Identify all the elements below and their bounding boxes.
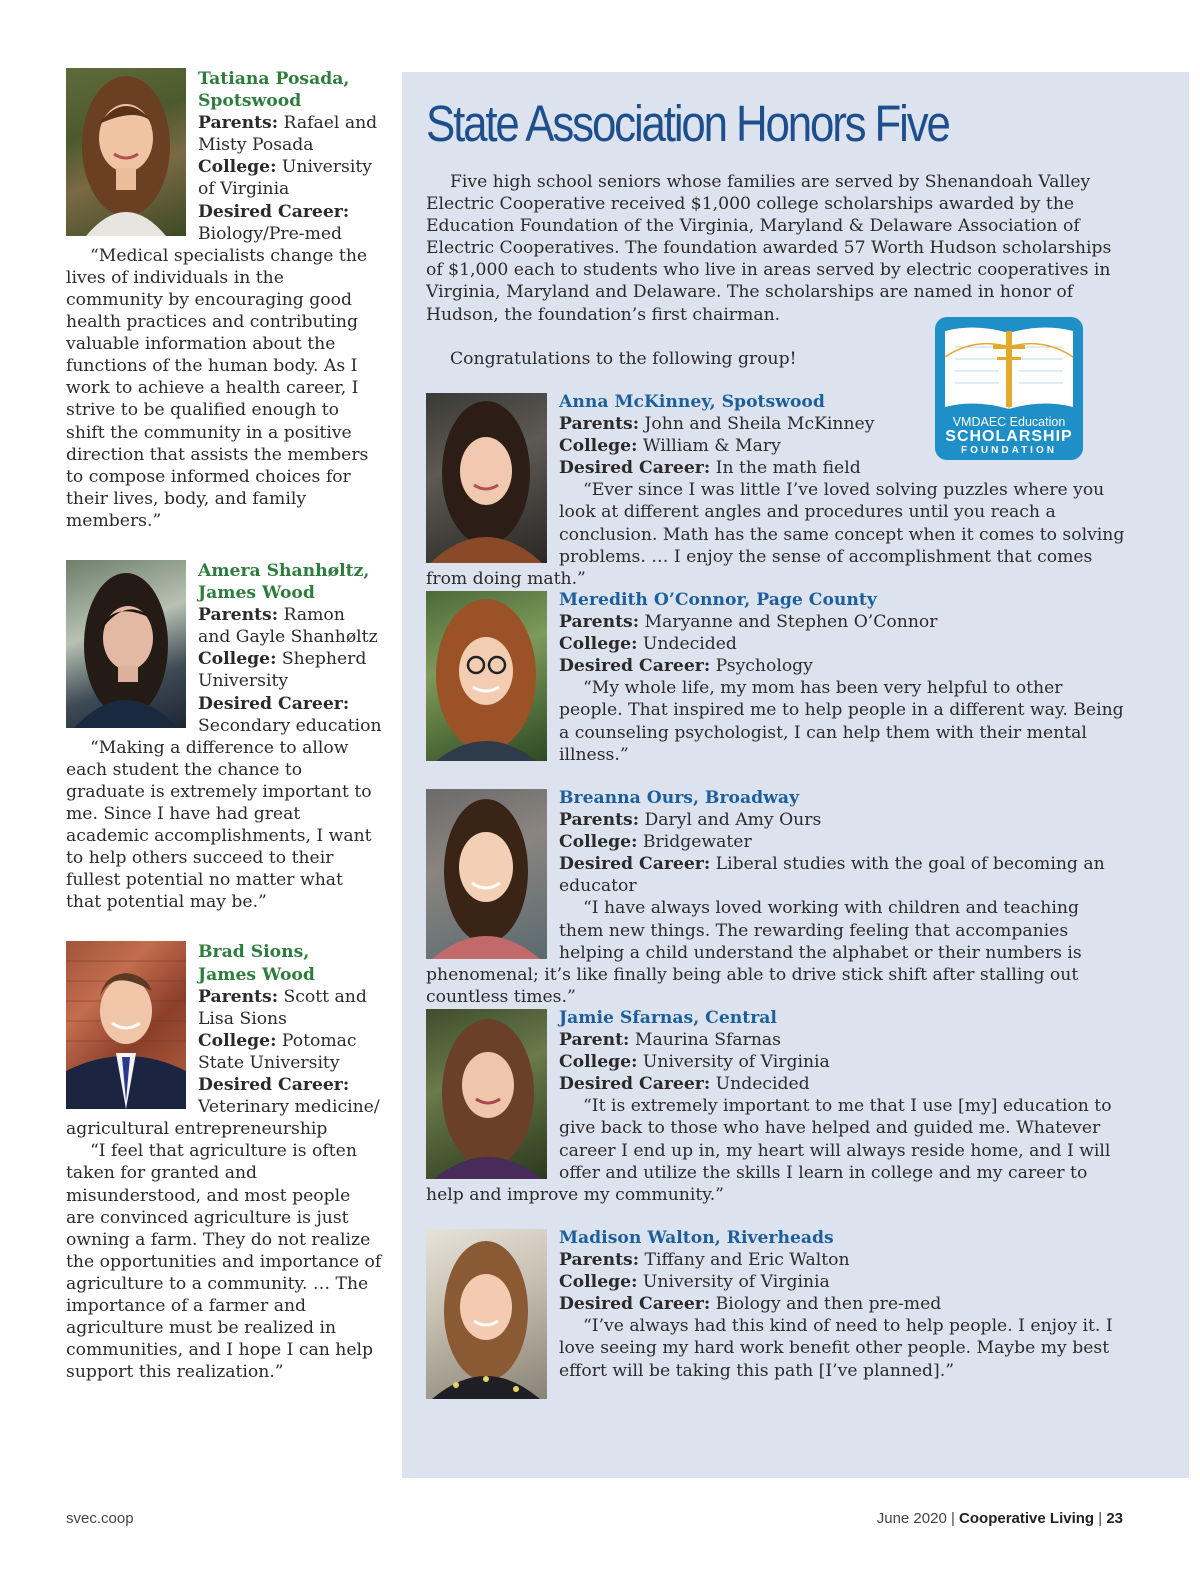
college-value: University of Virginia: [642, 1052, 830, 1073]
footer-website: svec.coop: [66, 1510, 134, 1527]
college-label: College:: [559, 436, 638, 457]
student-name: Jamie Sfarnas, Central: [559, 1008, 777, 1028]
career-value: Biology and then pre-med: [715, 1294, 942, 1315]
college-value: Potomac State University: [198, 1030, 357, 1073]
student-photo: [66, 560, 186, 728]
profile-anna-mckinney: [426, 391, 1126, 590]
parents-value: Ramon and Gayle Shanhøltz: [198, 605, 378, 648]
profile-jamie-sfarnas: [426, 1007, 1126, 1206]
student-name: Madison Walton, Riverheads: [559, 1228, 834, 1248]
student-photo: [426, 393, 547, 563]
career-value: Secondary education: [198, 715, 382, 736]
student-name: Meredith O’Connor, Page County: [559, 590, 877, 610]
parents-value: Maurina Sfarnas: [634, 1030, 781, 1051]
career-label: Desired Career:: [198, 693, 350, 714]
college-value: Undecided: [642, 634, 737, 655]
student-quote: “Medical specialists change the lives of individuals in the community by encouraging good health practices and contributing valuable information about the functions of the human body. As I work to achieve a health career, I strive to be qualified enough to shift the community in a positive direction that assists the members to compose informed choices for their lives, body, and family members.”: [66, 245, 369, 531]
career-value: Psychology: [715, 656, 813, 677]
footer-magazine: Cooperative Living: [959, 1510, 1095, 1527]
footer-issue-info: June 2020 | Cooperative Living | 23: [876, 1510, 1123, 1527]
student-name: Anna McKinney, Spotswood: [559, 392, 825, 412]
footer-date: June 2020: [876, 1510, 947, 1527]
student-photo: [426, 1009, 547, 1179]
profile-breanna-ours: [426, 787, 1126, 1008]
profile-meredith-oconnor: [426, 589, 1126, 766]
profile-brad-sions: [66, 941, 382, 1383]
student-quote: “Ever since I was little I’ve loved solving puzzles where you look at different angles and procedures until you reach a conclusion. Math has the same concept when it comes to solving problems. … I enjoy the sense of accomplishment that comes from doing math.”: [426, 480, 1125, 589]
portrait-illustration: [426, 591, 547, 761]
portrait-illustration: [426, 1009, 547, 1179]
parents-label: Parent:: [559, 1030, 630, 1051]
student-name: Tatiana Posada,: [198, 69, 350, 89]
college-value: University of Virginia: [198, 157, 372, 200]
parents-label: Parents:: [559, 414, 640, 435]
student-name: Brad Sions,: [198, 942, 310, 963]
student-coop: James Wood: [198, 964, 315, 985]
student-photo: [426, 591, 547, 761]
career-value: In the math field: [715, 458, 861, 479]
logo-line-1: VMDAEC Education: [952, 415, 1066, 429]
profile-madison-walton: [426, 1227, 1126, 1399]
parents-value: Maryanne and Stephen O’Connor: [644, 612, 938, 633]
portrait-illustration: [426, 393, 547, 563]
career-label: Desired Career:: [559, 854, 711, 875]
student-quote: “I feel that agriculture is often taken for granted and misunderstood, and most people are convinced agriculture is just owning a farm. They do not realize the opportunities and importance of agriculture to a community. … The importance of a farmer and agriculture must be realized in communities, and I hope I can help support this realization.”: [66, 1141, 382, 1383]
portrait-illustration: [426, 789, 547, 959]
college-label: College:: [559, 1272, 638, 1293]
student-name: Breanna Ours, Broadway: [559, 788, 800, 808]
college-label: College:: [198, 157, 277, 178]
portrait-illustration: [66, 68, 186, 236]
career-label: Desired Career:: [198, 1075, 350, 1096]
logo-line-3: FOUNDATION: [961, 445, 1057, 456]
portrait-illustration: [66, 560, 186, 728]
college-label: College:: [559, 832, 638, 853]
parents-label: Parents:: [198, 605, 279, 626]
career-label: Desired Career:: [559, 458, 711, 479]
student-photo: [426, 789, 547, 959]
student-quote: “I’ve always had this kind of need to help people. I enjoy it. I love seeing my hard work benefit other people. Maybe my best effort will be taking this path [I’ve planned].”: [559, 1316, 1113, 1381]
footer-page-number: 23: [1106, 1510, 1123, 1527]
career-label: Desired Career:: [559, 656, 711, 677]
student-quote: “I have always loved working with children and teaching them new things. The rewarding feeling that accompanies helping a child understand the alphabet or their numbers is phenomenal; it’s like finally being able to drive stick shift after stalling out countless times.”: [426, 898, 1082, 1007]
college-value: University of Virginia: [642, 1272, 830, 1293]
college-value: William & Mary: [642, 436, 781, 457]
portrait-illustration: [426, 1229, 547, 1399]
parents-label: Parents:: [559, 1250, 640, 1271]
career-label: Desired Career:: [559, 1074, 711, 1095]
career-value: Biology/Pre-med: [198, 223, 343, 244]
college-label: College:: [198, 649, 277, 670]
article-headline: State Association Honors Five: [426, 95, 949, 152]
portrait-illustration: [66, 941, 186, 1109]
college-label: College:: [559, 634, 638, 655]
intro-congratulations: Congratulations to the following group!: [450, 348, 797, 369]
student-name: Amera Shanhøltz,: [198, 560, 370, 581]
parents-label: Parents:: [559, 810, 640, 831]
parents-value: Rafael and Misty Posada: [198, 113, 378, 156]
career-value: Veterinary medicine/ agricultural entrepreneurship: [66, 1097, 380, 1140]
career-value: Liberal studies with the goal of becoming an educator: [559, 854, 1105, 897]
career-label: Desired Career:: [559, 1294, 711, 1315]
student-photo: [66, 941, 186, 1109]
career-value: Undecided: [715, 1074, 810, 1095]
student-quote: “My whole life, my mom has been very helpful to other people. That inspired me to help people in a different way. Being a counseling psychologist, I can help them with their mental illness.”: [559, 678, 1124, 765]
profile-tatiana-posada: [66, 68, 382, 532]
parents-value: Daryl and Amy Ours: [644, 810, 822, 831]
college-value: Shepherd University: [198, 649, 367, 692]
parents-value: Scott and Lisa Sions: [198, 986, 367, 1029]
parents-value: John and Sheila McKinney: [644, 414, 875, 435]
student-quote: “Making a difference to allow each student the chance to graduate is extremely important to me. Since I have had great academic accomplishments, I want to help others succeed to their fullest potential no matter what that potential may be.”: [66, 737, 372, 913]
parents-label: Parents:: [559, 612, 640, 633]
student-photo: [66, 68, 186, 236]
student-photo: [426, 1229, 547, 1399]
intro-paragraph: Five high school seniors whose families are served by Shenandoah Valley Electric Cooperative received $1,000 college scholarships awarded by the Education Foundation of the Virginia, Maryland & Delaware Association of Electric Cooperatives. The foundation awarded 57 Worth Hudson scholarships of $1,000 each to students who live in areas served by electric cooperatives in Virginia, Maryland and Delaware. The scholarships are named in honor of Hudson, the foundation’s first chairman.: [426, 172, 1112, 325]
college-value: Bridgewater: [642, 832, 752, 853]
profile-amera-shanholtz: [66, 560, 382, 914]
parents-label: Parents:: [198, 113, 279, 134]
college-label: College:: [559, 1052, 638, 1073]
parents-label: Parents:: [198, 986, 279, 1007]
college-label: College:: [198, 1030, 277, 1051]
logo-line-2: SCHOLARSHIP: [945, 428, 1073, 445]
left-column: [66, 68, 382, 1411]
career-label: Desired Career:: [198, 201, 350, 222]
student-coop: Spotswood: [198, 91, 302, 112]
student-coop: James Wood: [198, 583, 315, 604]
student-quote: “It is extremely important to me that I use [my] education to give back to those who have helped and guided me. Whatever career I end up in, my heart will always reside home, and I will offer and utilize the skills I learn in college and my career to help and improve my community.”: [426, 1096, 1112, 1205]
parents-value: Tiffany and Eric Walton: [644, 1250, 850, 1271]
